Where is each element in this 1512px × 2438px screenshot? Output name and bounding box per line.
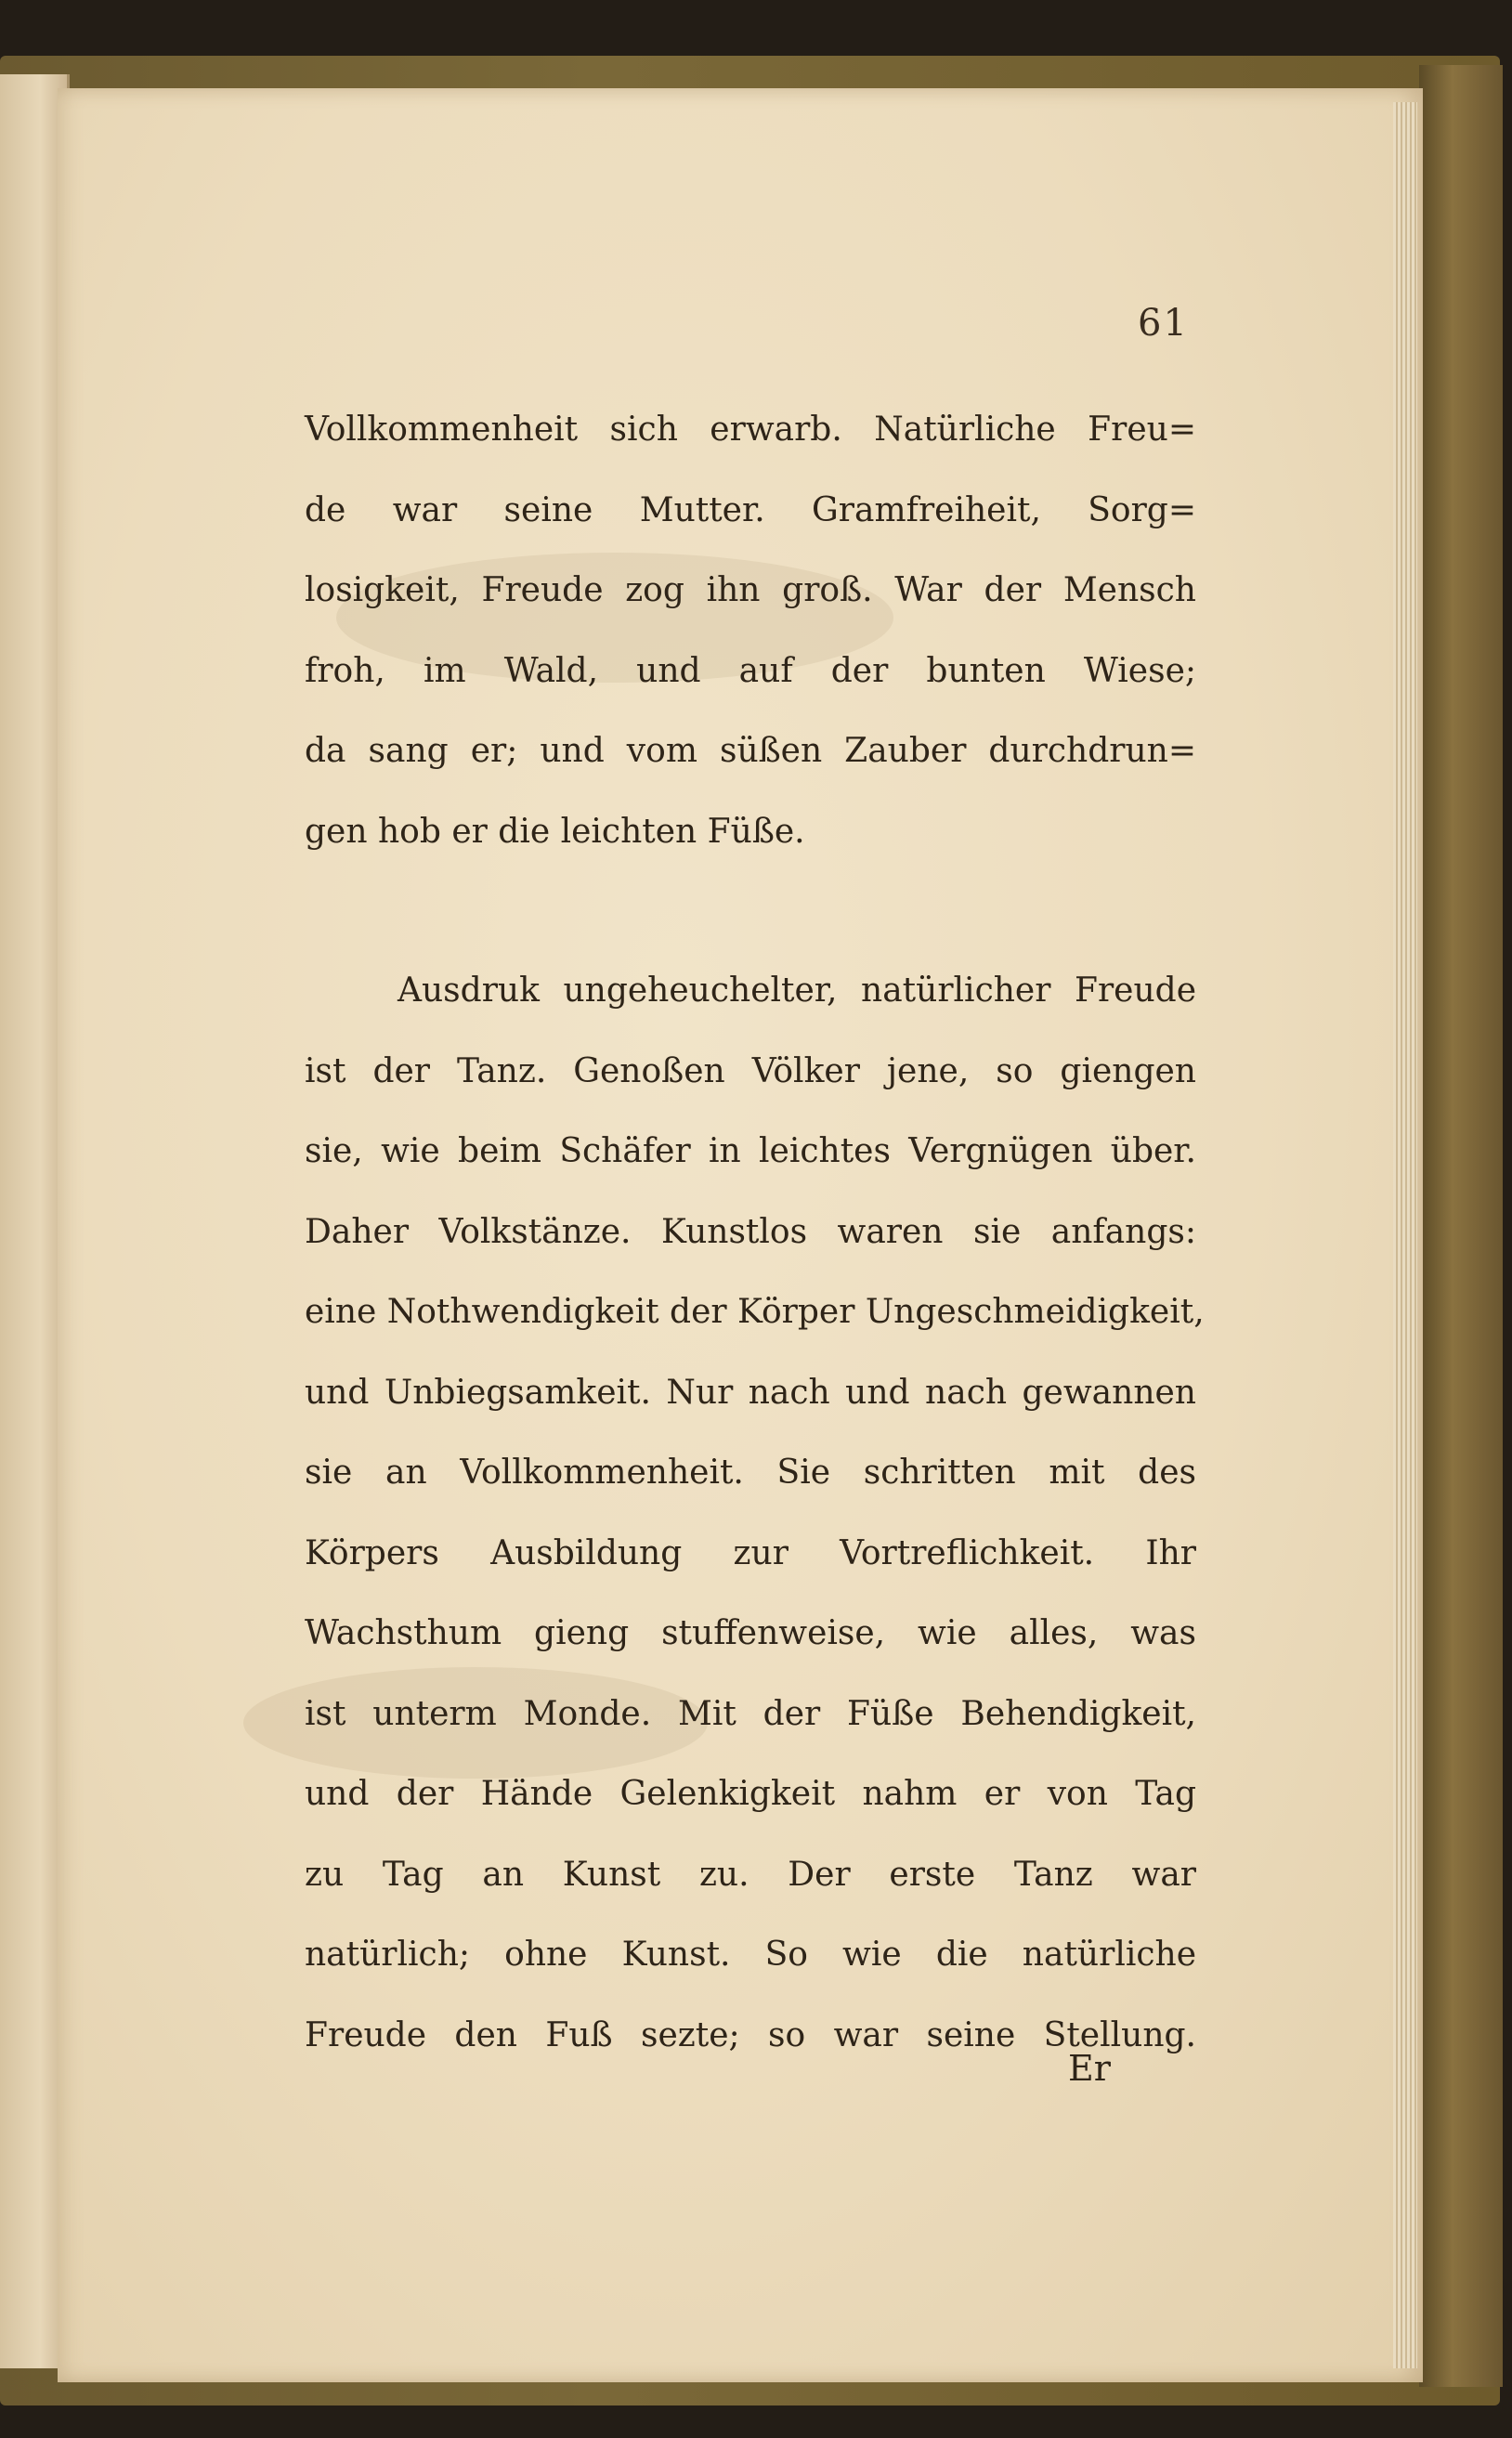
paragraph xyxy=(305,390,1196,872)
page-number: 61 xyxy=(1138,302,1189,345)
paragraph-gap xyxy=(305,872,1196,951)
text-line: und Unbiegsamkeit. Nur nach und nach gewannen xyxy=(305,1373,1196,1412)
catchword: Er xyxy=(1068,2048,1111,2089)
text-line: Daher Volkstänze. Kunstlos waren sie anfangs: xyxy=(305,1212,1196,1251)
cover-edge xyxy=(1419,65,1503,2387)
page-stack-edge xyxy=(1393,102,1417,2368)
text-line: ist der Tanz. Genoßen Völker jene, so giengen xyxy=(305,1051,1196,1090)
text-line: zu Tag an Kunst zu. Der erste Tanz war xyxy=(305,1855,1196,1894)
text-line: losigkeit, Freude zog ihn groß. War der Mensch xyxy=(305,571,1196,609)
text-line: ist unterm Monde. Mit der Füße Behendigkeit, xyxy=(305,1694,1196,1733)
paragraph xyxy=(305,951,1205,2076)
text-line: eine Nothwendigkeit der Körper Ungeschmeidigkeit, xyxy=(305,1293,1205,1331)
text-line: sie an Vollkommenheit. Sie schritten mit des xyxy=(305,1454,1196,1492)
text-line: de war seine Mutter. Gramfreiheit, Sorg= xyxy=(305,490,1196,529)
body-text xyxy=(305,390,1205,2076)
text-line: Ausdruk ungeheuchelter, natürlicher Freude xyxy=(398,971,1196,1010)
text-line: froh, im Wald, und auf der bunten Wiese; xyxy=(305,651,1196,690)
text-line: Freude den Fuß sezte; so war seine Stellung. xyxy=(305,2015,1196,2054)
text-line: Vollkommenheit sich erwarb. Natürliche Freu= xyxy=(305,411,1196,449)
text-line: Körpers Ausbildung zur Vortreflichkeit. Ihr xyxy=(305,1533,1196,1572)
text-line: Wachsthum gieng stuffenweise, wie alles, was xyxy=(305,1614,1196,1652)
text-line: da sang er; und vom süßen Zauber durchdrun= xyxy=(305,732,1196,770)
text-line: gen hob er die leichten Füße. xyxy=(305,812,805,851)
text-line: sie, wie beim Schäfer in leichtes Vergnügen über. xyxy=(305,1132,1196,1170)
text-line: natürlich; ohne Kunst. So wie die natürliche xyxy=(305,1936,1196,1974)
text-line: und der Hände Gelenkigkeit nahm er von Tag xyxy=(305,1775,1196,1813)
